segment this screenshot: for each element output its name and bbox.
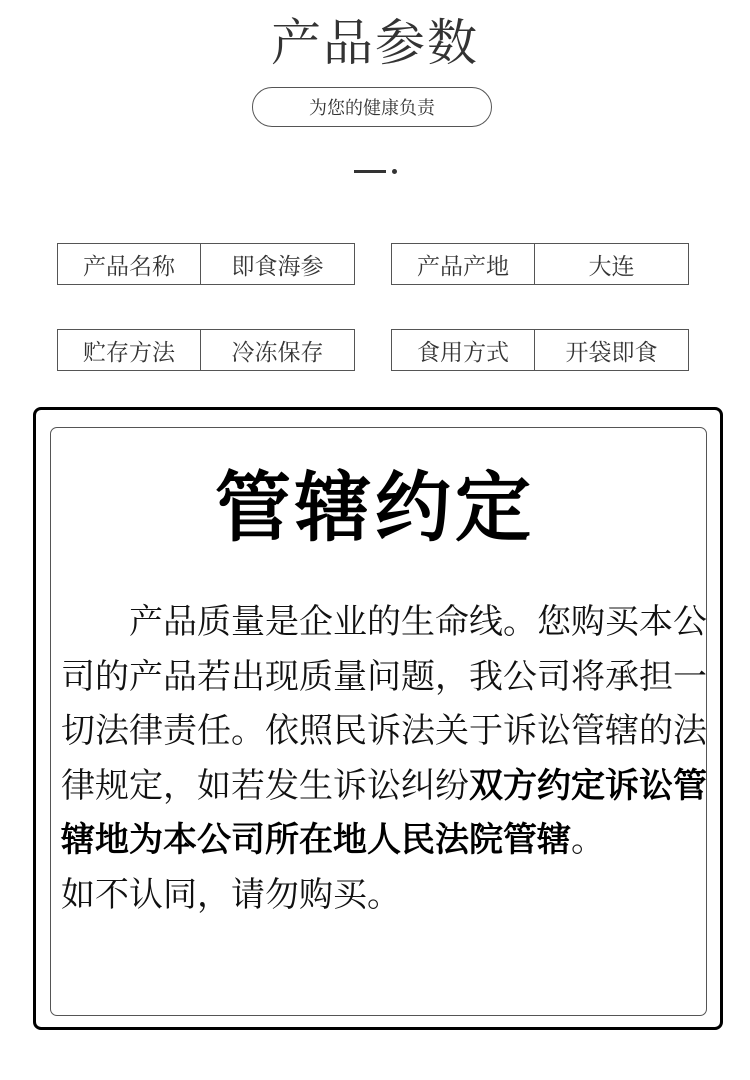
notice-text: 。 [571, 820, 605, 860]
page-title: 产品参数 [271, 14, 479, 72]
param-key: 贮存方法 [58, 330, 201, 370]
param-key: 食用方式 [392, 330, 535, 370]
notice-line: 产品质量是企业的生命线。您购买本公 [61, 602, 707, 642]
param-origin [391, 243, 689, 285]
param-product-name [57, 243, 355, 285]
notice-line [61, 820, 605, 860]
notice-line [61, 766, 707, 806]
param-value: 即食海参 [231, 253, 324, 280]
param-key: 产品名称 [58, 244, 201, 284]
param-key: 产品产地 [392, 244, 535, 284]
divider-dot [392, 169, 397, 174]
notice-line: 切法律责任。依照民诉法关于诉讼管辖的法 [61, 711, 707, 751]
notice-bold-text: 双方约定诉讼管 [469, 766, 707, 806]
param-value: 大连 [588, 253, 635, 280]
notice-text: 律规定，如若发生诉讼纠纷 [61, 766, 469, 806]
notice-line: 如不认同，请勿购买。 [61, 875, 401, 915]
notice-line: 司的产品若出现质量问题，我公司将承担一 [61, 657, 707, 697]
subtitle-badge [252, 87, 492, 127]
param-value: 冷冻保存 [231, 339, 324, 366]
notice-heading: 管辖约定 [215, 463, 535, 552]
divider-dash [354, 170, 386, 173]
notice-bold-text: 辖地为本公司所在地人民法院管辖 [61, 820, 571, 860]
param-storage [57, 329, 355, 371]
subtitle-text: 为您的健康负责 [309, 98, 435, 119]
param-value: 开袋即食 [565, 339, 658, 366]
param-usage [391, 329, 689, 371]
